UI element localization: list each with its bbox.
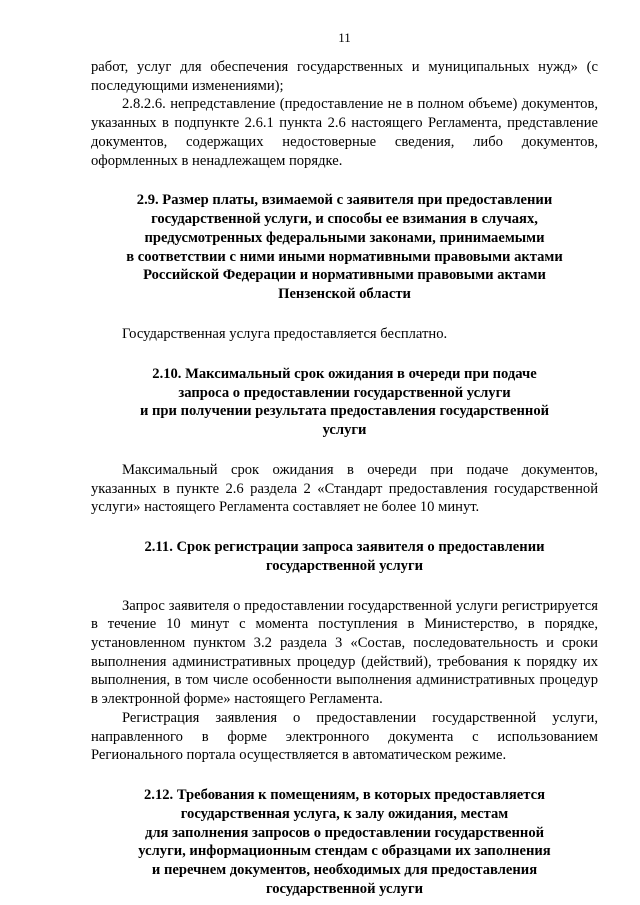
section-2-11-paragraph: Запрос заявителя о предоставлении государственной услуги регистрируется в течение 10 минут с момента поступления в Министерство, в порядке, установленном пунктом 3.2 раздела 3 «Состав, последовательность и сроки выполнения административных процедур (действий), требования к порядку их выполнения, в том числе особенности выполнения административных процедур в электронной форме» настоящего Регламента. [91, 597, 598, 708]
section-2-9-heading [91, 191, 598, 304]
section-2-11-heading [91, 538, 598, 576]
heading-line: государственная услуга, к залу ожидания, местам [180, 805, 509, 822]
heading-line: для заполнения запросов о предоставлении государственной [144, 824, 545, 841]
heading-line: 2.9. Размер платы, взимаемой с заявителя при предоставлении [136, 192, 553, 209]
heading-line: и при получении результата предоставления государственной [139, 403, 550, 420]
item-2-8-2-6: 2.8.2.6. непредставление (предоставление не в полном объеме) документов, указанных в подпункте 2.6.1 пункта 2.6 настоящего Регламента, представление документов, содержащих недостоверные сведения, либо документов, оформленных в ненадлежащем порядке. [91, 96, 598, 169]
section-2-12-heading [91, 786, 598, 899]
heading-line: 2.10. Максимальный срок ожидания в очереди при подаче [152, 365, 537, 382]
document-page [91, 30, 598, 899]
heading-line: 2.12. Требования к помещениям, в которых предоставляется [144, 786, 545, 803]
heading-line: государственной услуги [265, 557, 424, 574]
heading-line: предусмотренных федеральными законами, принимаемыми [144, 229, 545, 246]
heading-line: Российской Федерации и нормативными правовыми актами [143, 267, 546, 284]
heading-line: услуги, информационным стендам с образцами их заполнения [138, 843, 551, 860]
heading-line: услуги [322, 422, 367, 439]
section-2-11-paragraph: Регистрация заявления о предоставлении государственной услуги, направленного в форме электронного документа с использованием Регионального портала осуществляется в автоматическом режиме. [91, 709, 598, 764]
section-2-10-heading [91, 365, 598, 440]
page-number: 11 [338, 30, 351, 45]
heading-line: государственной услуги, и способы ее взимания в случаях, [151, 211, 538, 228]
intro-continuation: работ, услуг для обеспечения государственных и муниципальных нужд» (с последующими изменениями); [91, 59, 598, 94]
section-2-10-paragraph: Максимальный срок ожидания в очереди при подаче документов, указанных в пункте 2.6 раздела 2 «Стандарт предоставления государственной услуги» настоящего Регламента составляет не более 10 минут. [91, 461, 598, 516]
heading-line: государственной услуги [265, 880, 424, 897]
heading-line: в соответствии с ними иными нормативными правовыми актами [126, 248, 563, 265]
heading-line: 2.11. Срок регистрации запроса заявителя о предоставлении [144, 539, 545, 555]
heading-line: запроса о предоставлении государственной услуги [178, 384, 511, 401]
heading-line: и перечнем документов, необходимых для предоставления [151, 862, 538, 879]
section-2-9-paragraph: Государственная услуга предоставляется бесплатно. [122, 326, 448, 342]
heading-line: Пензенской области [278, 286, 411, 303]
